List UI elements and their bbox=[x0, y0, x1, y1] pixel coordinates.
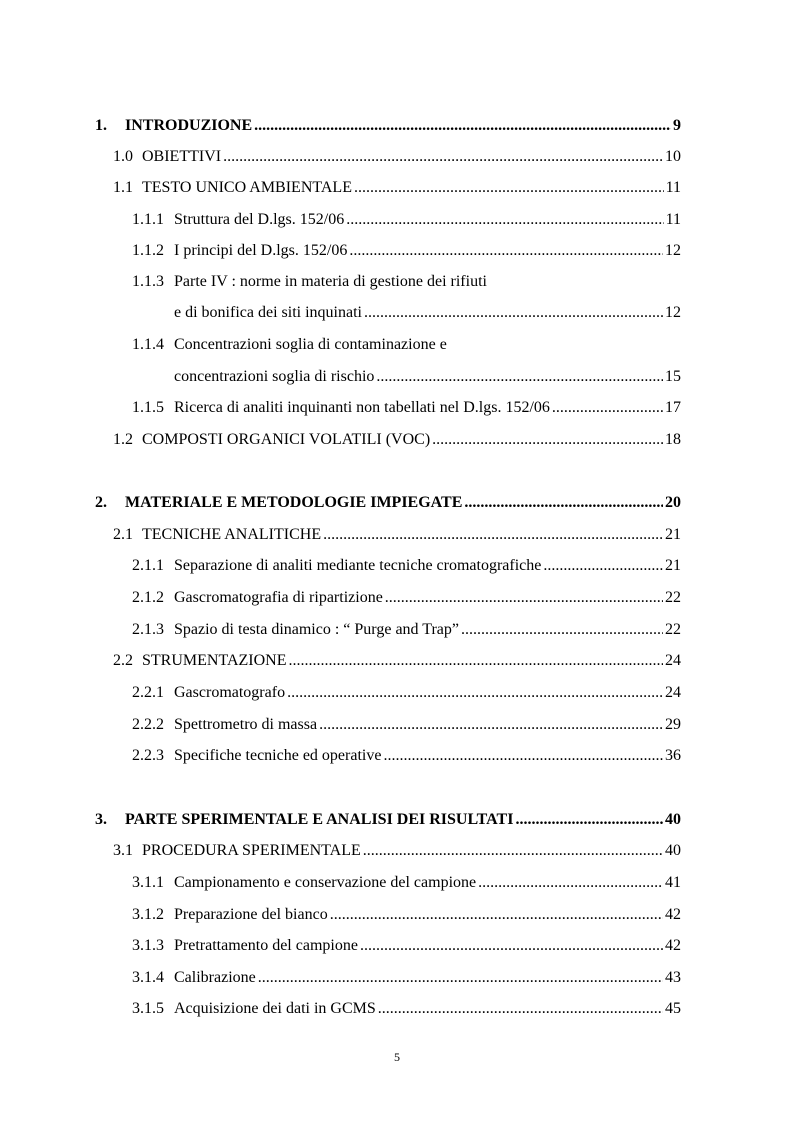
toc-entry-1-1-2[interactable] bbox=[0, 240, 794, 262]
toc-number: 2.2.1 bbox=[132, 684, 164, 701]
toc-entry-1-1-4[interactable] bbox=[0, 334, 794, 356]
toc-title: I principi del D.lgs. 152/06 bbox=[174, 242, 348, 259]
toc-number: 1.1.5 bbox=[132, 399, 164, 416]
toc-entry-2-1-2[interactable] bbox=[0, 587, 794, 609]
toc-title: Gascromatografo bbox=[174, 684, 286, 701]
toc-number: 1.1.2 bbox=[132, 242, 164, 259]
toc-title: COMPOSTI ORGANICI VOLATILI (VOC) bbox=[142, 431, 431, 448]
toc-title: TESTO UNICO AMBIENTALE bbox=[142, 179, 352, 196]
toc-number: 2.2.2 bbox=[132, 716, 164, 733]
toc-title: STRUMENTAZIONE bbox=[142, 652, 287, 669]
toc-title: TECNICHE ANALITICHE bbox=[142, 526, 322, 543]
toc-number: 1.1 bbox=[113, 179, 133, 196]
toc-number: 3.1.2 bbox=[132, 906, 164, 923]
toc-page: 11 bbox=[665, 179, 681, 196]
toc-number: 2.1 bbox=[113, 526, 133, 543]
toc-page: 36 bbox=[665, 747, 681, 764]
toc-number: 3. bbox=[95, 811, 107, 828]
toc-title: concentrazioni soglia di rischio bbox=[174, 368, 375, 385]
toc-number: 1.1.4 bbox=[132, 336, 164, 353]
toc-title: MATERIALE E METODOLOGIE IMPIEGATE bbox=[125, 494, 463, 511]
toc-page: 18 bbox=[665, 431, 681, 448]
toc-title: PROCEDURA SPERIMENTALE bbox=[142, 842, 361, 859]
toc-entry-1-1-1[interactable] bbox=[0, 209, 794, 231]
toc-entry-1-2[interactable] bbox=[0, 429, 794, 451]
toc-number: 3.1 bbox=[113, 842, 133, 859]
toc-entry-chapter-2[interactable] bbox=[0, 492, 794, 514]
toc-number: 1.1.1 bbox=[132, 211, 164, 228]
toc-title: Pretrattamento del campione bbox=[174, 937, 358, 954]
toc-entry-3-1[interactable] bbox=[0, 840, 794, 862]
toc-number: 2.2.3 bbox=[132, 747, 164, 764]
toc-number: 2.1.2 bbox=[132, 589, 164, 606]
toc-entry-1-0[interactable] bbox=[0, 146, 794, 168]
toc-number: 3.1.1 bbox=[132, 874, 164, 891]
toc-entry-chapter-3[interactable] bbox=[0, 809, 794, 831]
toc-title: Ricerca di analiti inquinanti non tabellati nel D.lgs. 152/06 bbox=[174, 399, 550, 416]
toc-page: 40 bbox=[665, 842, 681, 859]
toc-title: Separazione di analiti mediante tecniche cromatografiche bbox=[174, 557, 542, 574]
toc-title: PARTE SPERIMENTALE E ANALISI DEI RISULTATI bbox=[125, 811, 514, 828]
toc-entry-2-1-3[interactable] bbox=[0, 619, 794, 641]
toc-entry-1-1[interactable] bbox=[0, 177, 794, 199]
toc-title: Preparazione del bianco bbox=[174, 906, 328, 923]
toc-entry-3-1-4[interactable] bbox=[0, 967, 794, 989]
toc-entry-3-1-1[interactable] bbox=[0, 872, 794, 894]
toc-page: 40 bbox=[665, 811, 681, 828]
toc-title: Concentrazioni soglia di contaminazione e bbox=[174, 336, 447, 353]
toc-entry-1-1-3[interactable] bbox=[0, 271, 794, 293]
toc-page: 45 bbox=[665, 1000, 681, 1017]
toc-page: 20 bbox=[665, 494, 681, 511]
toc-page: 24 bbox=[665, 652, 681, 669]
toc-title: Campionamento e conservazione del campione bbox=[174, 874, 477, 891]
toc-number: 1.2 bbox=[113, 431, 133, 448]
toc-page: 43 bbox=[665, 969, 681, 986]
toc-title: Acquisizione dei dati in GCMS bbox=[174, 1000, 376, 1017]
toc-page: 41 bbox=[665, 874, 681, 891]
toc-page: 15 bbox=[665, 368, 681, 385]
toc-entry-1-1-5[interactable] bbox=[0, 397, 794, 419]
toc-page: 29 bbox=[665, 716, 681, 733]
toc-title: Spazio di testa dinamico : “ Purge and Trap” bbox=[174, 621, 459, 638]
toc-page: 12 bbox=[665, 304, 681, 321]
toc-page: 21 bbox=[665, 557, 681, 574]
toc-entry-1-1-4-continued[interactable] bbox=[0, 366, 794, 388]
toc-entry-2-2-3[interactable] bbox=[0, 745, 794, 767]
toc-number: 2.1.1 bbox=[132, 557, 164, 574]
toc-entry-2-2[interactable] bbox=[0, 650, 794, 672]
toc-number: 3.1.5 bbox=[132, 1000, 164, 1017]
toc-number: 1. bbox=[95, 117, 107, 134]
toc-entry-2-2-1[interactable] bbox=[0, 682, 794, 704]
toc-title: Specifiche tecniche ed operative bbox=[174, 747, 382, 764]
toc-page: 24 bbox=[665, 684, 681, 701]
toc-title: Calibrazione bbox=[174, 969, 256, 986]
toc-number: 3.1.4 bbox=[132, 969, 164, 986]
toc-page: 9 bbox=[673, 117, 681, 134]
toc-entry-2-2-2[interactable] bbox=[0, 714, 794, 736]
toc-title: Spettrometro di massa bbox=[174, 716, 318, 733]
toc-page: 17 bbox=[665, 399, 681, 416]
toc-number: 2.1.3 bbox=[132, 621, 164, 638]
toc-page: 21 bbox=[665, 526, 681, 543]
toc-page: 11 bbox=[665, 211, 681, 228]
toc-page: 42 bbox=[665, 906, 681, 923]
toc-title: Parte IV : norme in materia di gestione dei rifiuti bbox=[174, 273, 487, 290]
toc-title: OBIETTIVI bbox=[142, 148, 222, 165]
toc-title: Gascromatografia di ripartizione bbox=[174, 589, 383, 606]
toc-page: 22 bbox=[665, 589, 681, 606]
toc-entry-1-1-3-continued[interactable] bbox=[0, 302, 794, 324]
page-number: 5 bbox=[394, 1050, 400, 1064]
toc-title: e di bonifica dei siti inquinati bbox=[174, 304, 362, 321]
toc-page: 10 bbox=[665, 148, 681, 165]
toc-entry-3-1-5[interactable] bbox=[0, 998, 794, 1020]
toc-entry-2-1[interactable] bbox=[0, 524, 794, 546]
toc-entry-2-1-1[interactable] bbox=[0, 555, 794, 577]
toc-number: 2.2 bbox=[113, 652, 133, 669]
toc-page: 42 bbox=[665, 937, 681, 954]
toc-title: Struttura del D.lgs. 152/06 bbox=[174, 211, 345, 228]
toc-entry-chapter-1[interactable] bbox=[0, 115, 794, 137]
toc-number: 1.1.3 bbox=[132, 273, 164, 290]
toc-entry-3-1-2[interactable] bbox=[0, 904, 794, 926]
toc-number: 2. bbox=[95, 494, 107, 511]
toc-page: 22 bbox=[665, 621, 681, 638]
toc-number: 3.1.3 bbox=[132, 937, 164, 954]
toc-entry-3-1-3[interactable] bbox=[0, 935, 794, 957]
toc-page: 12 bbox=[665, 242, 681, 259]
toc-title: INTRODUZIONE bbox=[125, 117, 253, 134]
toc-number: 1.0 bbox=[113, 148, 133, 165]
